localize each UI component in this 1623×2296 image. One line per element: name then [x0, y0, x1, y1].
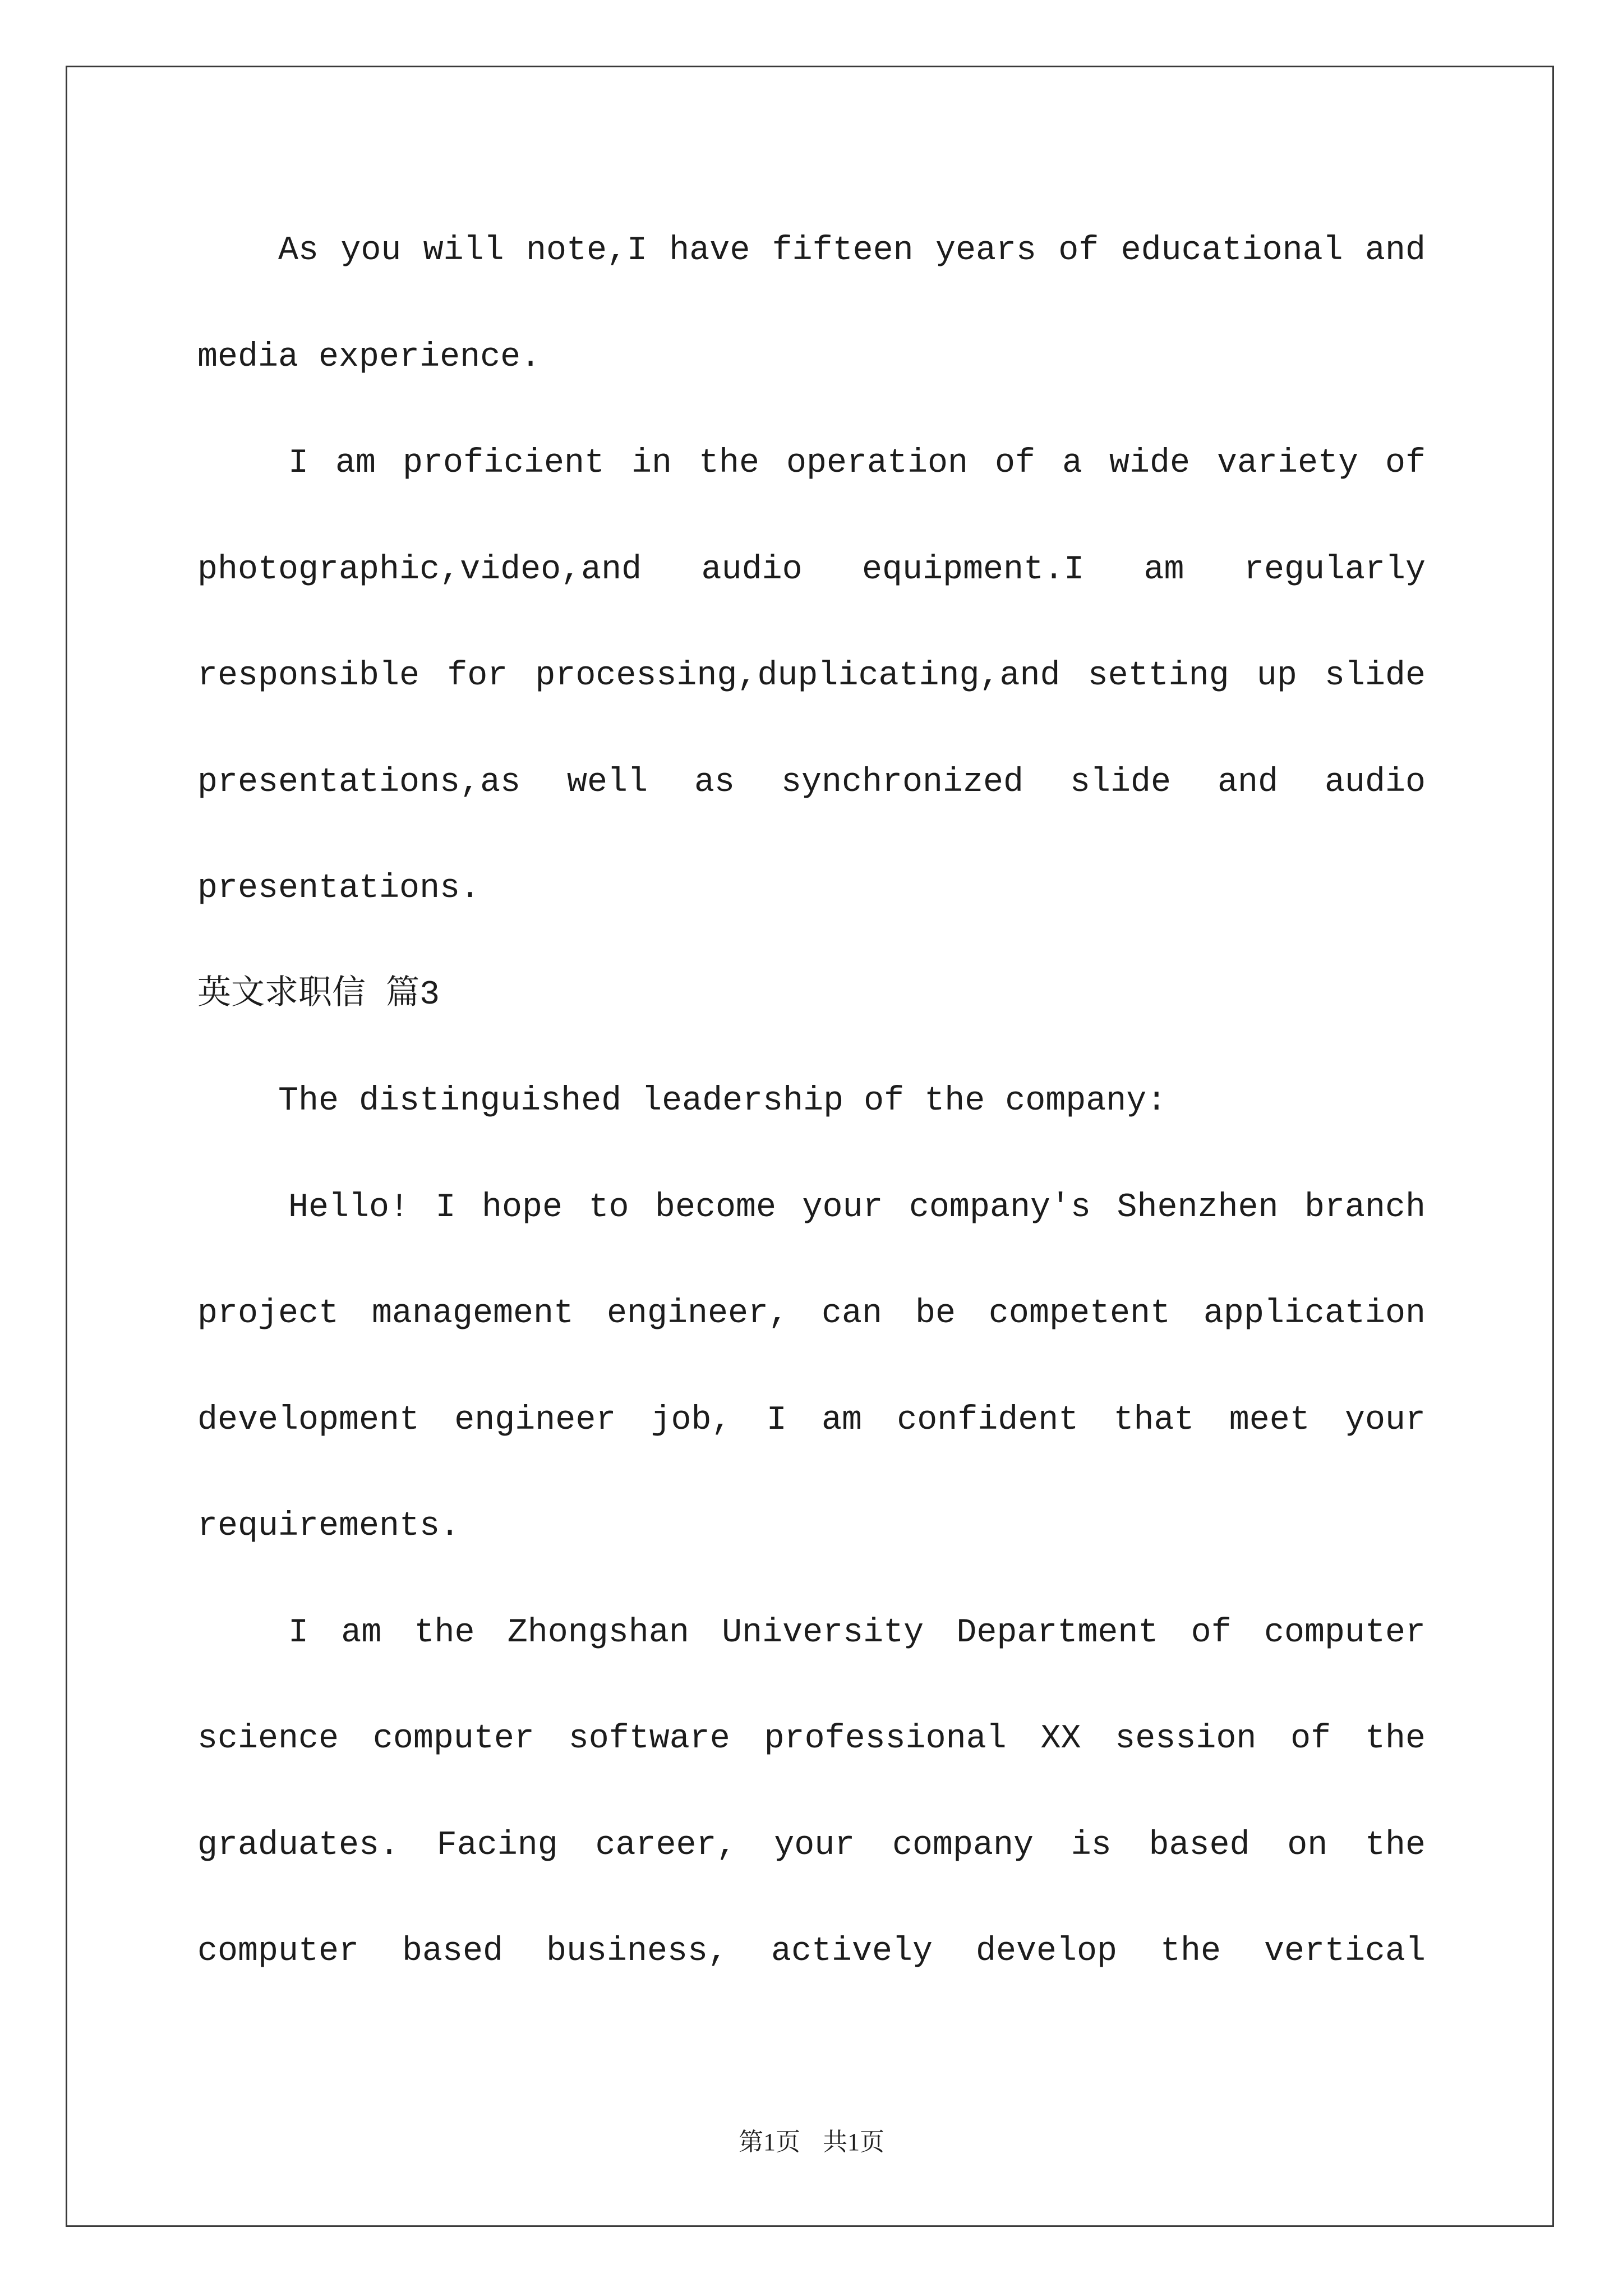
paragraph-introduction: Hello! I hope to become your company's Shenzhen branch project management engineer, can be competent application development engineer job, I am confident that meet your requirements. — [197, 1188, 1426, 1545]
page-total: 共1页 — [823, 2128, 884, 2156]
page-footer — [0, 2126, 1623, 2159]
page-number: 第1页 — [739, 2128, 800, 2156]
section-heading: 英文求职信 篇3 — [197, 976, 440, 1014]
letter-body — [197, 198, 1426, 2005]
salutation: The distinguished leadership of the company: — [278, 1082, 1167, 1120]
paragraph-experience: As you will note,I have fifteen years of educational and media experience. — [197, 232, 1426, 376]
paragraph-equipment: I am proficient in the operation of a wide variety of photographic,video,and audio equipment.I am regularly responsible for processing,duplicating,and setting up slide presentations,as well as synchronized slide and audio presentations. — [197, 444, 1426, 908]
paragraph-education: I am the Zhongshan University Department of computer science computer software professional XX session of the graduates. Facing career, your company is based on the computer based business, actively develop the vertical — [197, 1613, 1426, 1971]
